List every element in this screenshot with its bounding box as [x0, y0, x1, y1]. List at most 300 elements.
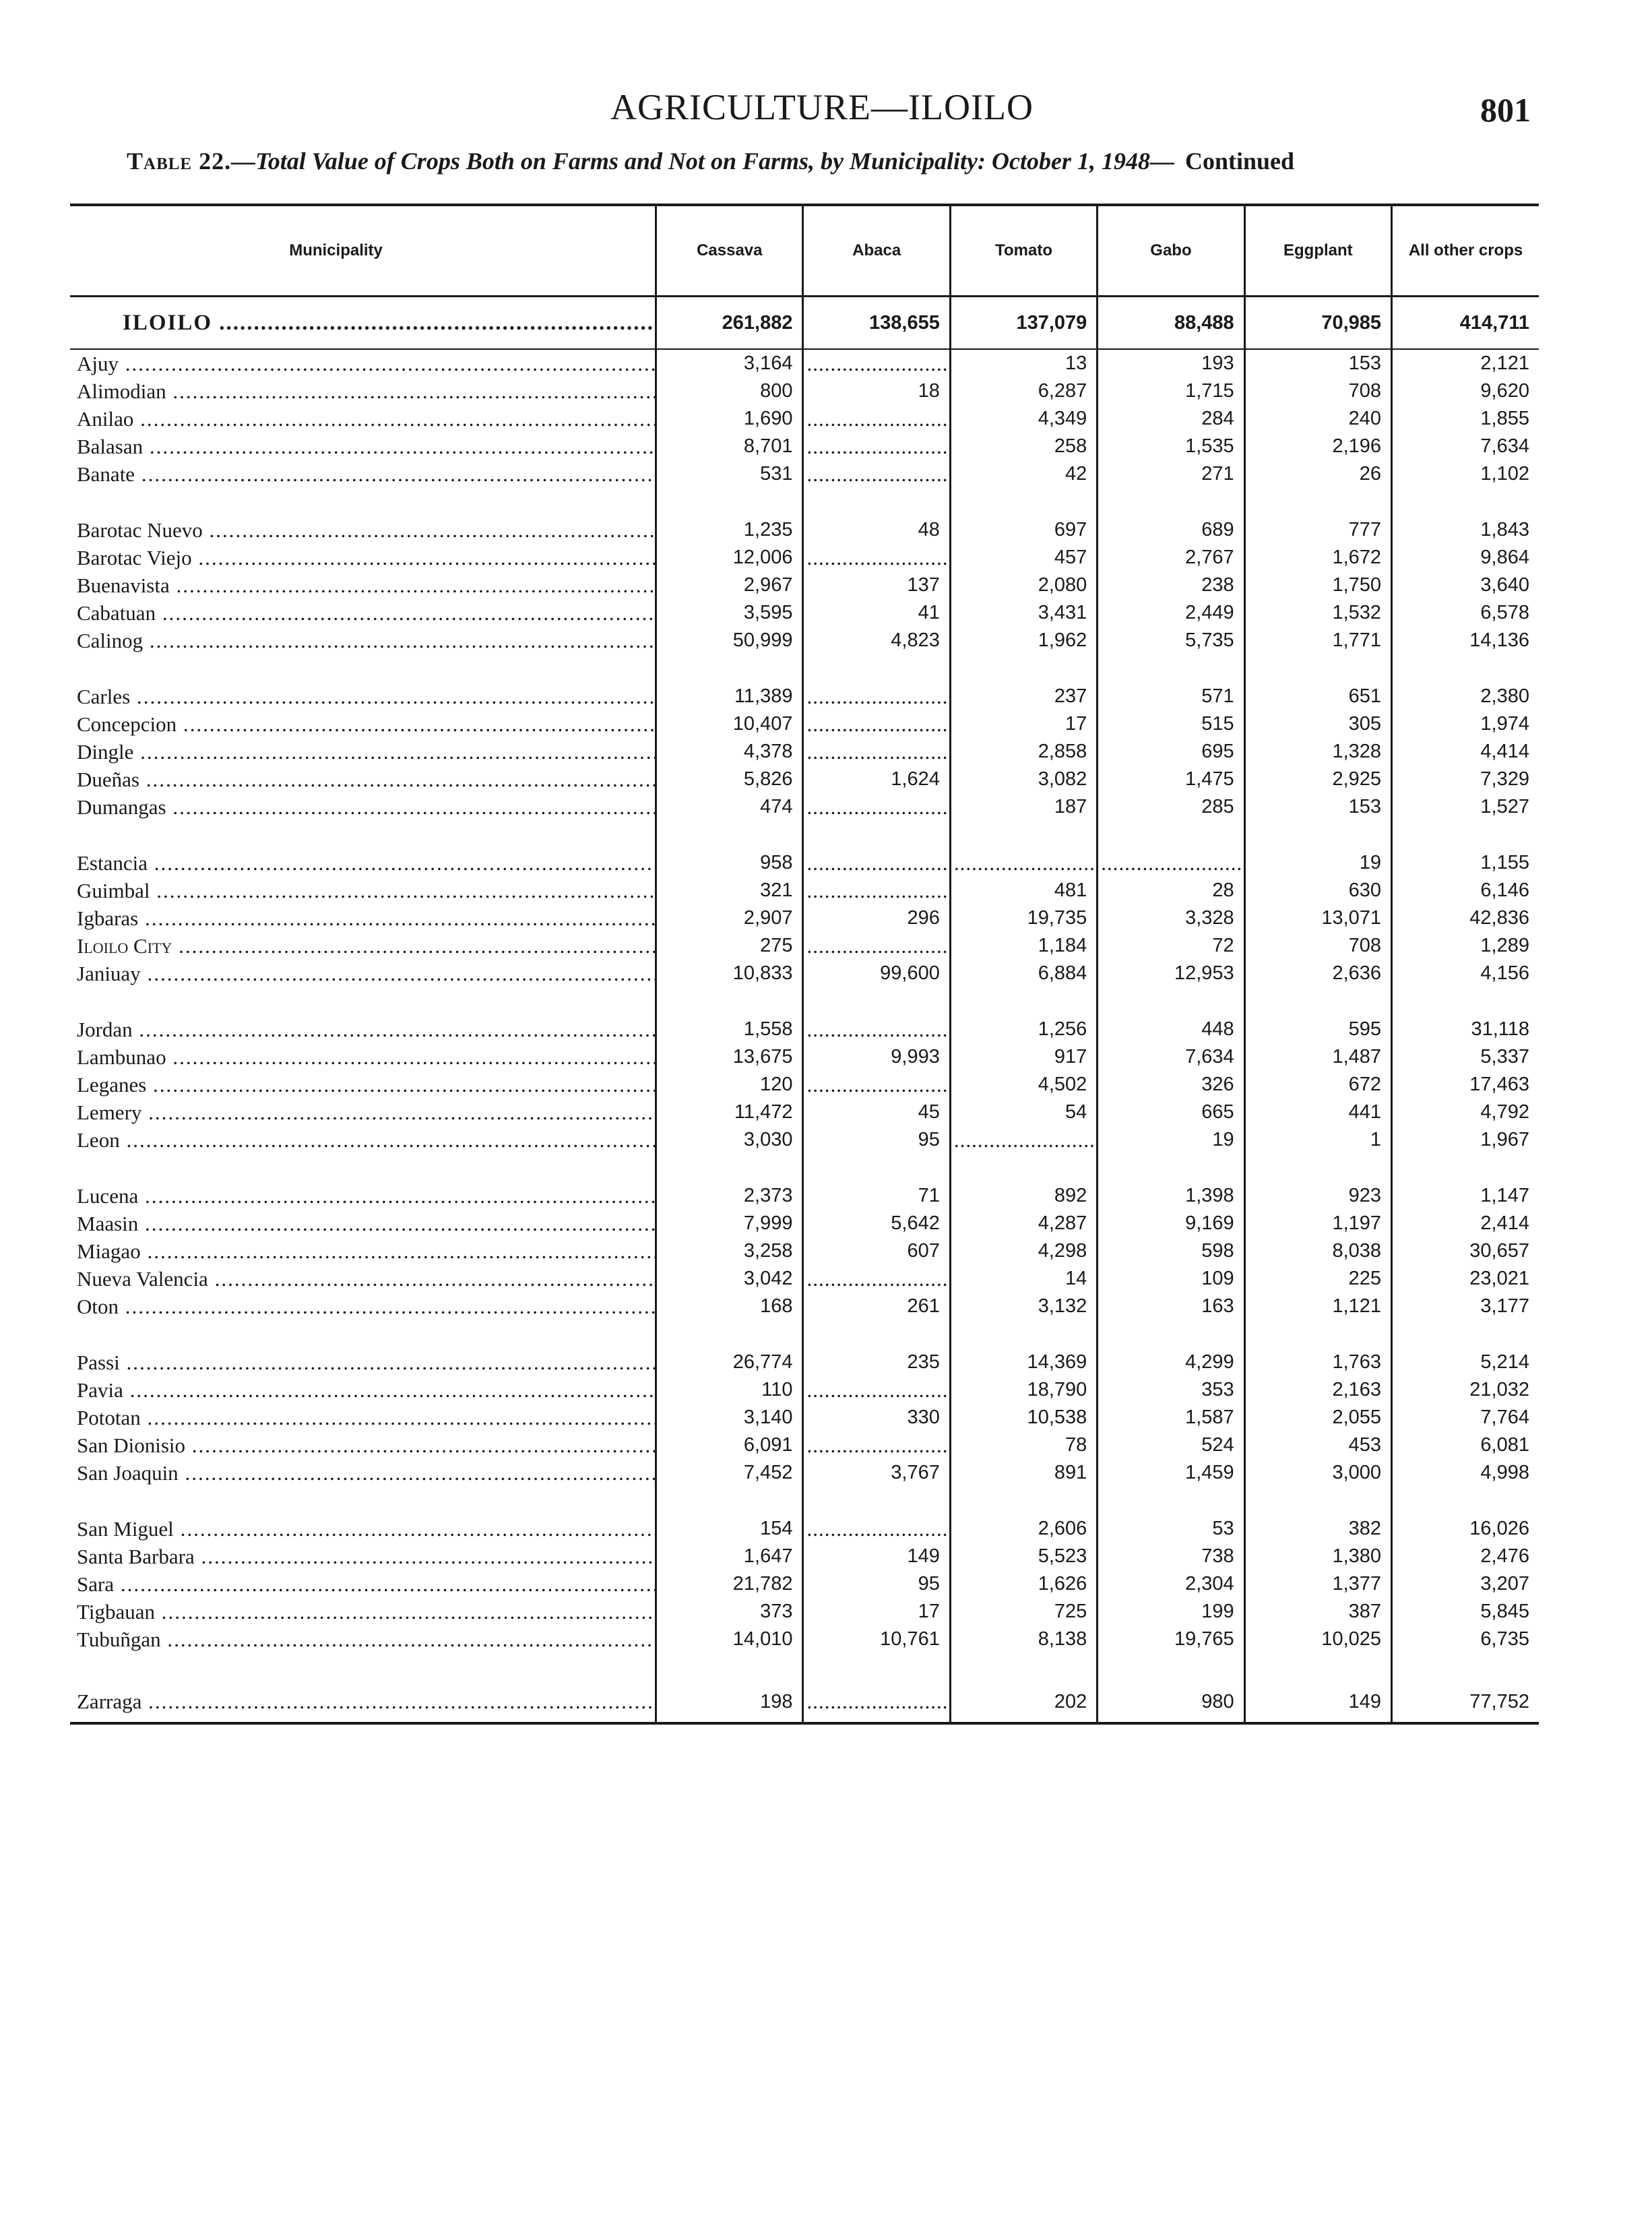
spacer-cell [1098, 1154, 1244, 1182]
value-cell: 42 [950, 460, 1097, 488]
value-cell: 16,026 [1392, 1515, 1539, 1543]
municipality-name: Nueva Valencia ..... [70, 1265, 656, 1293]
value-cell: 285 [1098, 793, 1244, 821]
table-row [70, 1126, 1539, 1154]
value-cell: 72 [1098, 932, 1244, 960]
value-cell: 187 [950, 793, 1097, 821]
value-cell: 958 [656, 849, 803, 877]
value-cell: 1,377 [1244, 1570, 1391, 1598]
spacer-cell [1392, 987, 1539, 1016]
value-cell: 198 [656, 1681, 803, 1723]
value-cell: 1,974 [1392, 710, 1539, 738]
value-cell: 1,147 [1392, 1182, 1539, 1210]
value-cell: 13 [950, 349, 1097, 377]
spacer-cell [803, 1154, 950, 1182]
municipality-name: Dumangas ..... [70, 793, 656, 821]
spacer-cell [1098, 987, 1244, 1016]
municipality-name: Anilao ..... [70, 405, 656, 433]
municipality-name: Balasan ..... [70, 433, 656, 460]
value-cell: 14,369 [950, 1349, 1097, 1376]
value-cell: 2,858 [950, 738, 1097, 766]
table-row [70, 572, 1539, 599]
spacer-cell [1098, 1487, 1244, 1515]
value-cell: 41 [803, 599, 950, 627]
municipality-name: Banate ..... [70, 460, 656, 488]
value-cell: 3,767 [803, 1459, 950, 1487]
value-cell: 271 [1098, 460, 1244, 488]
value-cell: 19 [1244, 849, 1391, 877]
empty-cell-leader [803, 877, 950, 904]
spacer-cell [1392, 821, 1539, 849]
value-cell: 53 [1098, 1515, 1244, 1543]
value-cell: 672 [1244, 1071, 1391, 1099]
value-cell: 4,502 [950, 1071, 1097, 1099]
value-cell: 4,299 [1098, 1349, 1244, 1376]
value-cell: 453 [1244, 1431, 1391, 1459]
value-cell: 2,907 [656, 904, 803, 932]
spacer-cell [1244, 1487, 1391, 1515]
table-row [70, 1071, 1539, 1099]
value-cell: 110 [656, 1376, 803, 1404]
table-row [70, 904, 1539, 932]
value-cell: 6,146 [1392, 877, 1539, 904]
value-cell: 353 [1098, 1376, 1244, 1404]
value-cell: 2,304 [1098, 1570, 1244, 1598]
value-cell: 9,169 [1098, 1210, 1244, 1237]
value-cell: 2,080 [950, 572, 1097, 599]
group-spacer [70, 821, 1539, 849]
municipality-name: Iloilo City ..... [70, 932, 656, 960]
municipality-name: Leon ..... [70, 1126, 656, 1154]
value-cell: 800 [656, 377, 803, 405]
running-title: AGRICULTURE—ILOILO [610, 87, 1034, 127]
value-cell: 2,373 [656, 1182, 803, 1210]
value-cell: 8,701 [656, 433, 803, 460]
municipality-name: Tubuñgan ..... [70, 1626, 656, 1653]
value-cell: 1,855 [1392, 405, 1539, 433]
column-header-gabo: Gabo [1098, 205, 1244, 297]
value-cell: 5,642 [803, 1210, 950, 1237]
value-cell: 738 [1098, 1543, 1244, 1570]
value-cell: 240 [1244, 405, 1391, 433]
value-cell: 18,790 [950, 1376, 1097, 1404]
empty-cell-leader [803, 710, 950, 738]
municipality-name: Oton ..... [70, 1293, 656, 1320]
table-row [70, 1210, 1539, 1237]
municipality-name: Lucena ..... [70, 1182, 656, 1210]
page-number: 801 [1480, 91, 1531, 129]
value-cell: 19 [1098, 1126, 1244, 1154]
table-row [70, 1626, 1539, 1653]
value-cell: 595 [1244, 1016, 1391, 1043]
spacer-cell [1392, 654, 1539, 683]
value-cell: 50,999 [656, 627, 803, 654]
value-cell: 10,025 [1244, 1626, 1391, 1653]
value-cell: 1,197 [1244, 1210, 1391, 1237]
table-title: —Total Value of Crops Both on Farms and Not on Farms, by Municipality: October 1, 1948— [231, 148, 1174, 175]
value-cell: 725 [950, 1598, 1097, 1626]
value-cell: 18 [803, 377, 950, 405]
value-cell: 12,006 [656, 544, 803, 572]
table-row [70, 1099, 1539, 1126]
value-cell: 54 [950, 1099, 1097, 1126]
spacer-cell [950, 1154, 1097, 1182]
value-cell: 891 [950, 1459, 1097, 1487]
spacer-cell [1392, 488, 1539, 516]
municipality-name: Ajuy ..... [70, 349, 656, 377]
table-row [70, 710, 1539, 738]
value-cell: 3,207 [1392, 1570, 1539, 1598]
table-row [70, 877, 1539, 904]
value-cell: 2,055 [1244, 1404, 1391, 1431]
municipality-name: Guimbal ..... [70, 877, 656, 904]
value-cell: 414,711 [1392, 297, 1539, 350]
column-header-municipality: Municipality [70, 205, 656, 297]
spacer-cell [950, 1653, 1097, 1681]
municipality-name: Jordan ..... [70, 1016, 656, 1043]
value-cell: 6,884 [950, 960, 1097, 987]
value-cell: 168 [656, 1293, 803, 1320]
crop-value-table [70, 204, 1539, 1725]
value-cell: 261,882 [656, 297, 803, 350]
value-cell: 14,136 [1392, 627, 1539, 654]
value-cell: 1,532 [1244, 599, 1391, 627]
value-cell: 13,675 [656, 1043, 803, 1071]
municipality-name: Miagao ..... [70, 1237, 656, 1265]
value-cell: 321 [656, 877, 803, 904]
value-cell: 1,235 [656, 516, 803, 544]
table-row [70, 738, 1539, 766]
value-cell: 382 [1244, 1515, 1391, 1543]
spacer-cell [1244, 1154, 1391, 1182]
value-cell: 7,329 [1392, 766, 1539, 793]
value-cell: 531 [656, 460, 803, 488]
municipality-name: Igbaras ..... [70, 904, 656, 932]
empty-cell-leader [803, 1265, 950, 1293]
empty-cell-leader [803, 544, 950, 572]
value-cell: 1,690 [656, 405, 803, 433]
value-cell: 3,140 [656, 1404, 803, 1431]
value-cell: 607 [803, 1237, 950, 1265]
value-cell: 137,079 [950, 297, 1097, 350]
empty-cell-leader [803, 1681, 950, 1723]
value-cell: 21,032 [1392, 1376, 1539, 1404]
value-cell: 42,836 [1392, 904, 1539, 932]
value-cell: 28 [1098, 877, 1244, 904]
spacer-cell [803, 1487, 950, 1515]
value-cell: 78 [950, 1431, 1097, 1459]
table-row [70, 1515, 1539, 1543]
municipality-name: Zarraga ..... [70, 1681, 656, 1723]
value-cell: 6,578 [1392, 599, 1539, 627]
value-cell: 153 [1244, 793, 1391, 821]
value-cell: 2,449 [1098, 599, 1244, 627]
value-cell: 12,953 [1098, 960, 1244, 987]
table-header-row [70, 205, 1539, 297]
value-cell: 697 [950, 516, 1097, 544]
table-row [70, 460, 1539, 488]
spacer-cell [1392, 1320, 1539, 1349]
value-cell: 5,845 [1392, 1598, 1539, 1626]
value-cell: 481 [950, 877, 1097, 904]
empty-cell-leader [803, 1515, 950, 1543]
value-cell: 99,600 [803, 960, 950, 987]
value-cell: 3,595 [656, 599, 803, 627]
spacer-cell [803, 654, 950, 683]
municipality-name: Dingle ..... [70, 738, 656, 766]
value-cell: 387 [1244, 1598, 1391, 1626]
value-cell: 695 [1098, 738, 1244, 766]
municipality-name: Cabatuan ..... [70, 599, 656, 627]
municipality-name: Lambunao ..... [70, 1043, 656, 1071]
empty-cell-leader [803, 1431, 950, 1459]
table-row [70, 1431, 1539, 1459]
value-cell: 237 [950, 683, 1097, 710]
table-row [70, 849, 1539, 877]
empty-cell-leader [803, 349, 950, 377]
municipality-name: Leganes ..... [70, 1071, 656, 1099]
value-cell: 4,823 [803, 627, 950, 654]
table-row [70, 1376, 1539, 1404]
value-cell: 708 [1244, 932, 1391, 960]
value-cell: 1,398 [1098, 1182, 1244, 1210]
value-cell: 193 [1098, 349, 1244, 377]
spacer-cell [950, 1320, 1097, 1349]
column-header-tomato: Tomato [950, 205, 1097, 297]
empty-cell-leader [1098, 849, 1244, 877]
value-cell: 2,163 [1244, 1376, 1391, 1404]
table-row [70, 1543, 1539, 1570]
municipality-name: Dueñas ..... [70, 766, 656, 793]
municipality-name: Barotac Nuevo ..... [70, 516, 656, 544]
municipality-name: Buenavista ..... [70, 572, 656, 599]
spacer-cell [803, 1653, 950, 1681]
value-cell: 9,864 [1392, 544, 1539, 572]
value-cell: 11,472 [656, 1099, 803, 1126]
table-row [70, 599, 1539, 627]
value-cell: 305 [1244, 710, 1391, 738]
value-cell: 120 [656, 1071, 803, 1099]
table-label: Table 22. [127, 148, 232, 175]
value-cell: 1,155 [1392, 849, 1539, 877]
value-cell: 3,164 [656, 349, 803, 377]
municipality-name: Pavia ..... [70, 1376, 656, 1404]
value-cell: 2,414 [1392, 1210, 1539, 1237]
table-row [70, 433, 1539, 460]
value-cell: 48 [803, 516, 950, 544]
group-spacer [70, 1154, 1539, 1182]
spacer-cell [803, 821, 950, 849]
value-cell: 7,634 [1098, 1043, 1244, 1071]
value-cell: 708 [1244, 377, 1391, 405]
value-cell: 1,843 [1392, 516, 1539, 544]
value-cell: 77,752 [1392, 1681, 1539, 1723]
spacer-cell [656, 1320, 803, 1349]
value-cell: 4,998 [1392, 1459, 1539, 1487]
value-cell: 23,021 [1392, 1265, 1539, 1293]
value-cell: 2,121 [1392, 349, 1539, 377]
value-cell: 630 [1244, 877, 1391, 904]
value-cell: 689 [1098, 516, 1244, 544]
value-cell: 4,378 [656, 738, 803, 766]
spacer-cell [1244, 1653, 1391, 1681]
value-cell: 284 [1098, 405, 1244, 433]
spacer-cell [1244, 488, 1391, 516]
spacer-cell [656, 488, 803, 516]
value-cell: 5,735 [1098, 627, 1244, 654]
spacer-cell [803, 488, 950, 516]
value-cell: 2,636 [1244, 960, 1391, 987]
value-cell: 17 [803, 1598, 950, 1626]
table-body [70, 297, 1539, 1724]
spacer-cell [1098, 654, 1244, 683]
spacer-cell [950, 987, 1097, 1016]
empty-cell-leader [803, 738, 950, 766]
municipality-name: Janiuay ..... [70, 960, 656, 987]
spacer-cell [1244, 1320, 1391, 1349]
empty-cell-leader [803, 1071, 950, 1099]
spacer-cell [950, 488, 1097, 516]
column-header-cassava: Cassava [656, 205, 803, 297]
empty-cell-leader [803, 793, 950, 821]
value-cell: 1,962 [950, 627, 1097, 654]
table-row [70, 1293, 1539, 1320]
spacer-cell [1392, 1487, 1539, 1515]
value-cell: 524 [1098, 1431, 1244, 1459]
value-cell: 6,735 [1392, 1626, 1539, 1653]
value-cell: 1,256 [950, 1016, 1097, 1043]
spacer-cell [70, 1653, 656, 1681]
value-cell: 1,771 [1244, 627, 1391, 654]
value-cell: 5,826 [656, 766, 803, 793]
value-cell: 7,999 [656, 1210, 803, 1237]
spacer-cell [803, 987, 950, 1016]
value-cell: 45 [803, 1099, 950, 1126]
value-cell: 26,774 [656, 1349, 803, 1376]
empty-cell-leader [803, 849, 950, 877]
value-cell: 892 [950, 1182, 1097, 1210]
value-cell: 11,389 [656, 683, 803, 710]
column-header-all-other-crops: All other crops [1392, 205, 1539, 297]
value-cell: 10,407 [656, 710, 803, 738]
value-cell: 457 [950, 544, 1097, 572]
table-row [70, 516, 1539, 544]
value-cell: 225 [1244, 1265, 1391, 1293]
value-cell: 1,763 [1244, 1349, 1391, 1376]
value-cell: 261 [803, 1293, 950, 1320]
group-spacer [70, 488, 1539, 516]
table-row [70, 1598, 1539, 1626]
value-cell: 1,475 [1098, 766, 1244, 793]
value-cell: 138,655 [803, 297, 950, 350]
value-cell: 235 [803, 1349, 950, 1376]
value-cell: 5,523 [950, 1543, 1097, 1570]
value-cell: 1,121 [1244, 1293, 1391, 1320]
table-row [70, 1459, 1539, 1487]
value-cell: 1,527 [1392, 793, 1539, 821]
municipality-name: San Joaquin ..... [70, 1459, 656, 1487]
municipality-name: Alimodian ..... [70, 377, 656, 405]
value-cell: 14,010 [656, 1626, 803, 1653]
value-cell: 109 [1098, 1265, 1244, 1293]
spacer-cell [1098, 821, 1244, 849]
municipality-name: Tigbauan ..... [70, 1598, 656, 1626]
value-cell: 149 [1244, 1681, 1391, 1723]
table-row [70, 1404, 1539, 1431]
spacer-cell [656, 821, 803, 849]
value-cell: 17 [950, 710, 1097, 738]
value-cell: 665 [1098, 1099, 1244, 1126]
value-cell: 9,993 [803, 1043, 950, 1071]
spacer-cell [656, 654, 803, 683]
empty-cell-leader [803, 460, 950, 488]
spacer-cell [70, 1320, 656, 1349]
value-cell: 448 [1098, 1016, 1244, 1043]
value-cell: 1,558 [656, 1016, 803, 1043]
value-cell: 10,761 [803, 1626, 950, 1653]
spacer-cell [656, 987, 803, 1016]
value-cell: 95 [803, 1126, 950, 1154]
group-spacer [70, 1653, 1539, 1681]
value-cell: 2,767 [1098, 544, 1244, 572]
municipality-name: Calinog ..... [70, 627, 656, 654]
municipality-name: Carles ..... [70, 683, 656, 710]
value-cell: 6,287 [950, 377, 1097, 405]
spacer-cell [656, 1653, 803, 1681]
group-spacer [70, 987, 1539, 1016]
municipality-name: Lemery ..... [70, 1099, 656, 1126]
value-cell: 2,196 [1244, 433, 1391, 460]
value-cell: 3,030 [656, 1126, 803, 1154]
municipality-name: Passi ..... [70, 1349, 656, 1376]
value-cell: 1,647 [656, 1543, 803, 1570]
value-cell: 30,657 [1392, 1237, 1539, 1265]
value-cell: 571 [1098, 683, 1244, 710]
value-cell: 6,091 [656, 1431, 803, 1459]
empty-cell-leader [803, 1376, 950, 1404]
value-cell: 70,985 [1244, 297, 1391, 350]
table-row [70, 627, 1539, 654]
value-cell: 515 [1098, 710, 1244, 738]
spacer-cell [950, 654, 1097, 683]
group-spacer [70, 654, 1539, 683]
spacer-cell [1244, 654, 1391, 683]
spacer-cell [70, 654, 656, 683]
value-cell: 7,634 [1392, 433, 1539, 460]
spacer-cell [656, 1487, 803, 1515]
value-cell: 137 [803, 572, 950, 599]
table-row [70, 544, 1539, 572]
value-cell: 373 [656, 1598, 803, 1626]
value-cell: 3,000 [1244, 1459, 1391, 1487]
value-cell: 2,606 [950, 1515, 1097, 1543]
value-cell: 4,298 [950, 1237, 1097, 1265]
value-cell: 1,535 [1098, 433, 1244, 460]
empty-cell-leader [950, 1126, 1097, 1154]
table-row [70, 932, 1539, 960]
value-cell: 7,764 [1392, 1404, 1539, 1431]
value-cell: 199 [1098, 1598, 1244, 1626]
table-row [70, 683, 1539, 710]
table-row [70, 960, 1539, 987]
spacer-cell [656, 1154, 803, 1182]
municipality-name: Barotac Viejo ..... [70, 544, 656, 572]
spacer-cell [1244, 987, 1391, 1016]
value-cell: 1 [1244, 1126, 1391, 1154]
value-cell: 1,967 [1392, 1126, 1539, 1154]
spacer-cell [70, 488, 656, 516]
column-header-eggplant: Eggplant [1244, 205, 1391, 297]
